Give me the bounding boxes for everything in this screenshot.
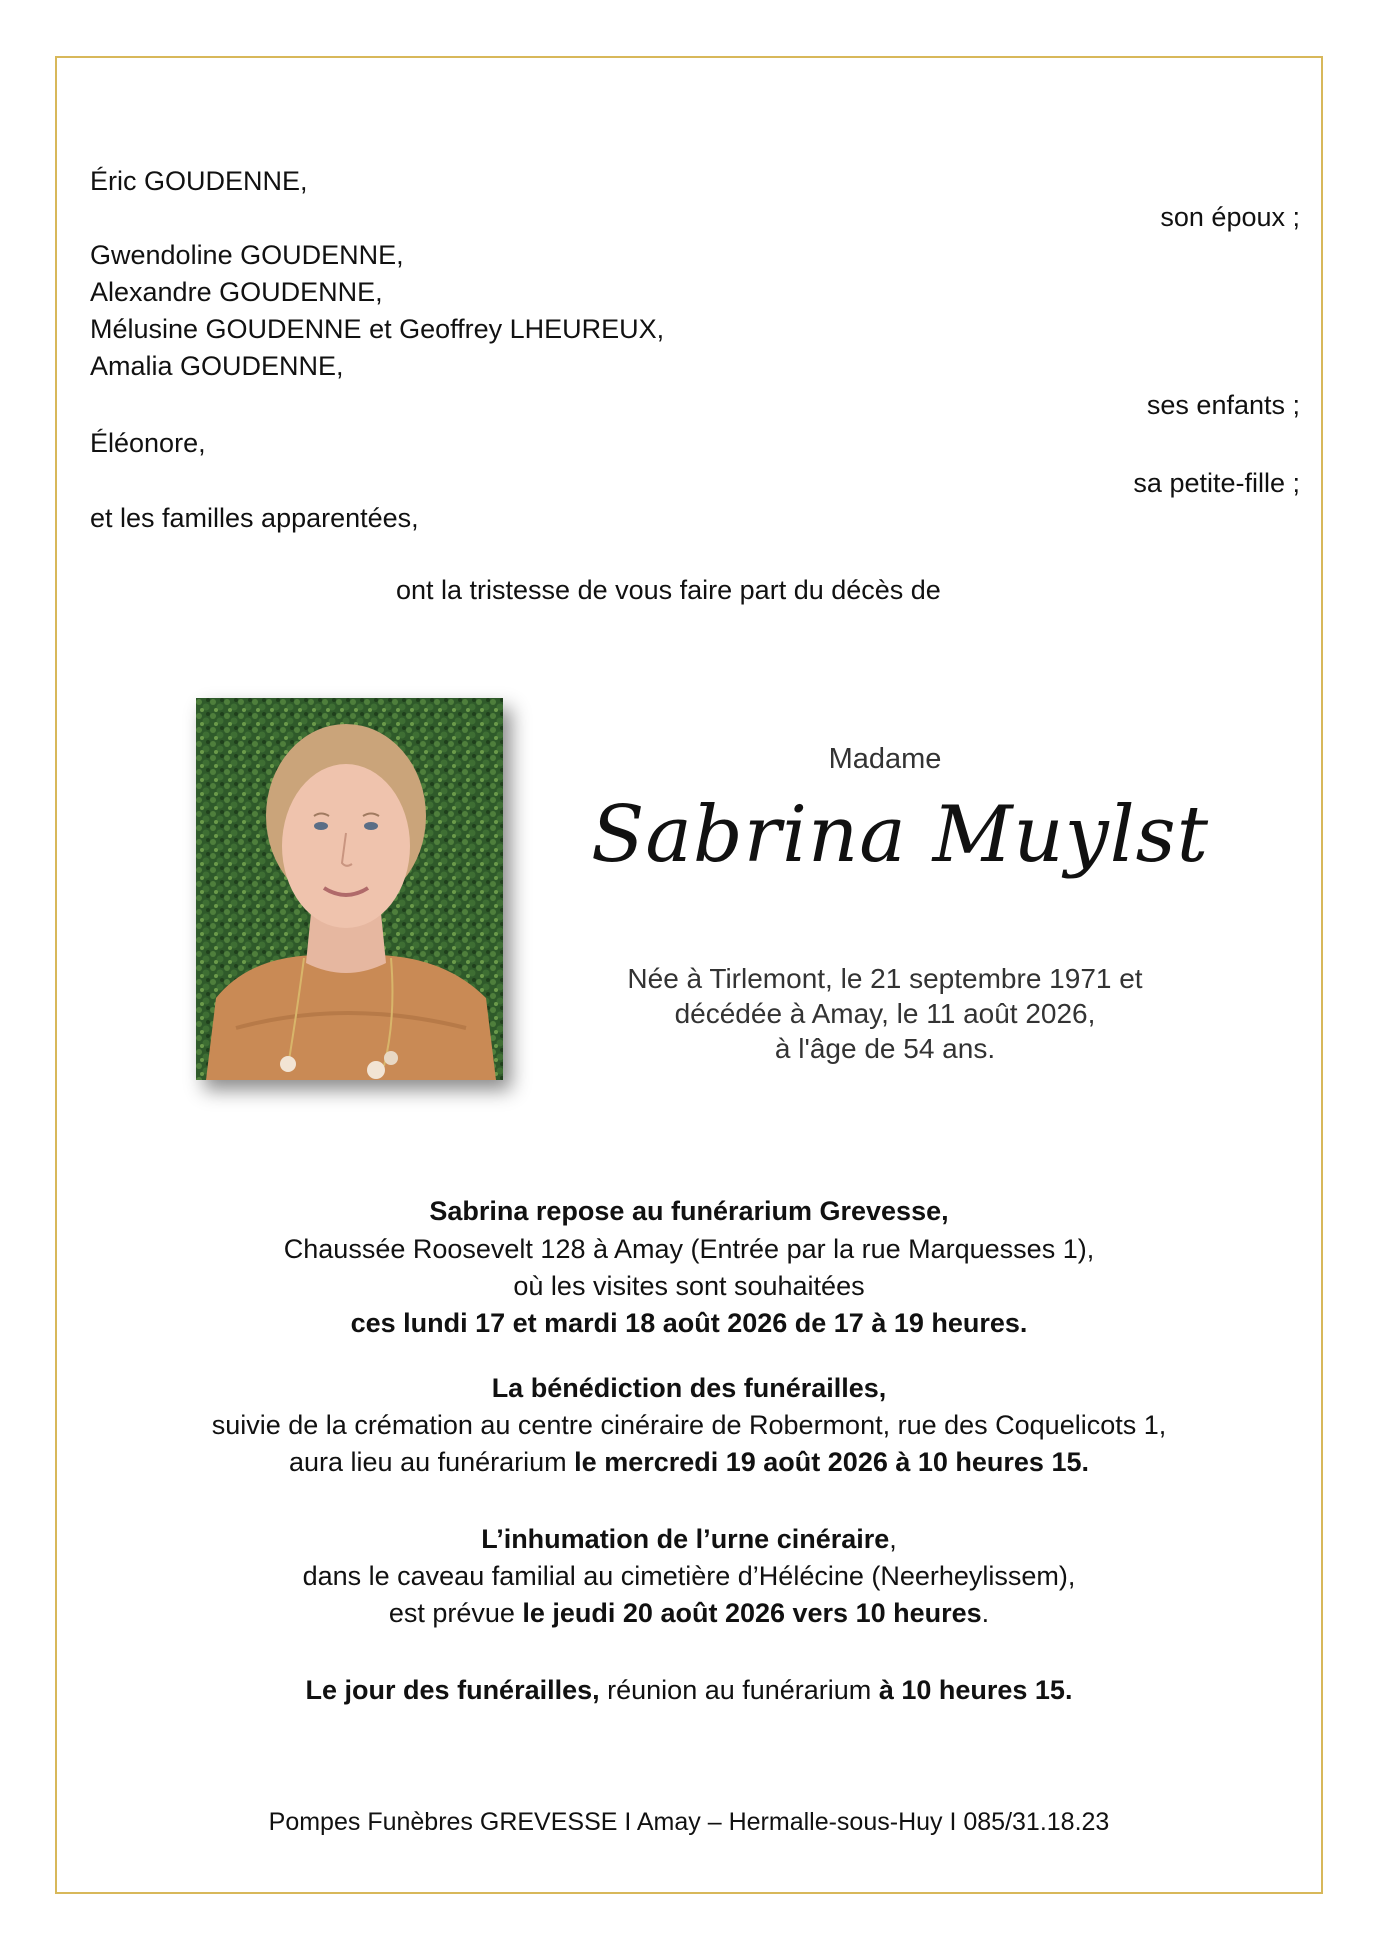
visitation-note: où les visites sont souhaitées: [513, 1271, 865, 1301]
visitation-address: Chaussée Roosevelt 128 à Amay (Entrée par la rue Marquesses 1),: [283, 1234, 1095, 1264]
inhumation-line2-prefix: est prévue: [388, 1598, 523, 1628]
spouse-name: Éric GOUDENNE,: [90, 166, 308, 196]
deceased-name: Sabrina Muylst: [590, 790, 1210, 880]
visitation-heading: Sabrina repose au funérarium Grevesse,: [429, 1196, 949, 1226]
blessing-heading: La bénédiction des funérailles,: [491, 1373, 887, 1403]
relatives-line: et les familles apparentées,: [90, 503, 419, 533]
deceased-title: Madame: [828, 743, 942, 775]
inhumation-heading: L’inhumation de l’urne cinéraire: [481, 1524, 890, 1554]
child-name: Mélusine GOUDENNE et Geoffrey LHEUREUX,: [90, 314, 665, 344]
meeting-middle: réunion au funérarium: [599, 1675, 879, 1705]
blessing-line1: suivie de la crémation au centre cinéraire de Robermont, rue des Coquelicots 1,: [211, 1410, 1167, 1440]
meeting-bold2: à 10 heures 15.: [878, 1675, 1073, 1705]
child-name: Amalia GOUDENNE,: [90, 351, 344, 381]
inhumation-line1: dans le caveau familial au cimetière d’Hélécine (Neerheylissem),: [302, 1561, 1076, 1591]
blessing-line2-prefix: aura lieu au funérarium: [289, 1447, 575, 1477]
announcement-line: ont la tristesse de vous faire part du décès de: [396, 575, 941, 605]
inhumation-line2-suffix: .: [981, 1598, 990, 1628]
blessing-line2: [0, 1445, 1378, 1479]
visitation-times: ces lundi 17 et mardi 18 août 2026 de 17 à 19 heures.: [350, 1308, 1028, 1338]
footer-contact: Pompes Funèbres GREVESSE I Amay – Hermalle-sous-Huy I 085/31.18.23: [268, 1808, 1110, 1836]
inhumation-heading-line: [0, 1522, 1378, 1556]
inhumation-line2: [0, 1596, 1378, 1630]
inhumation-heading-suffix: ,: [889, 1524, 897, 1554]
granddaughter-name: Éléonore,: [90, 428, 206, 458]
meeting-line: [0, 1673, 1378, 1707]
inhumation-line2-bold: le jeudi 20 août 2026 vers 10 heures: [522, 1598, 982, 1628]
granddaughter-role: sa petite-fille ;: [1133, 468, 1300, 498]
birth-line: Née à Tirlemont, le 21 septembre 1971 et: [627, 963, 1143, 994]
child-name: Alexandre GOUDENNE,: [90, 277, 383, 307]
child-name: Gwendoline GOUDENNE,: [90, 240, 404, 270]
spouse-role: son époux ;: [1160, 202, 1300, 232]
meeting-bold1: Le jour des funérailles,: [305, 1675, 600, 1705]
blessing-line2-bold: le mercredi 19 août 2026 à 10 heures 15.: [574, 1447, 1089, 1477]
death-line: décédée à Amay, le 11 août 2026,: [674, 998, 1096, 1029]
children-role: ses enfants ;: [1146, 390, 1300, 420]
portrait-photo: [196, 698, 503, 1080]
age-line: à l'âge de 54 ans.: [774, 1033, 996, 1064]
